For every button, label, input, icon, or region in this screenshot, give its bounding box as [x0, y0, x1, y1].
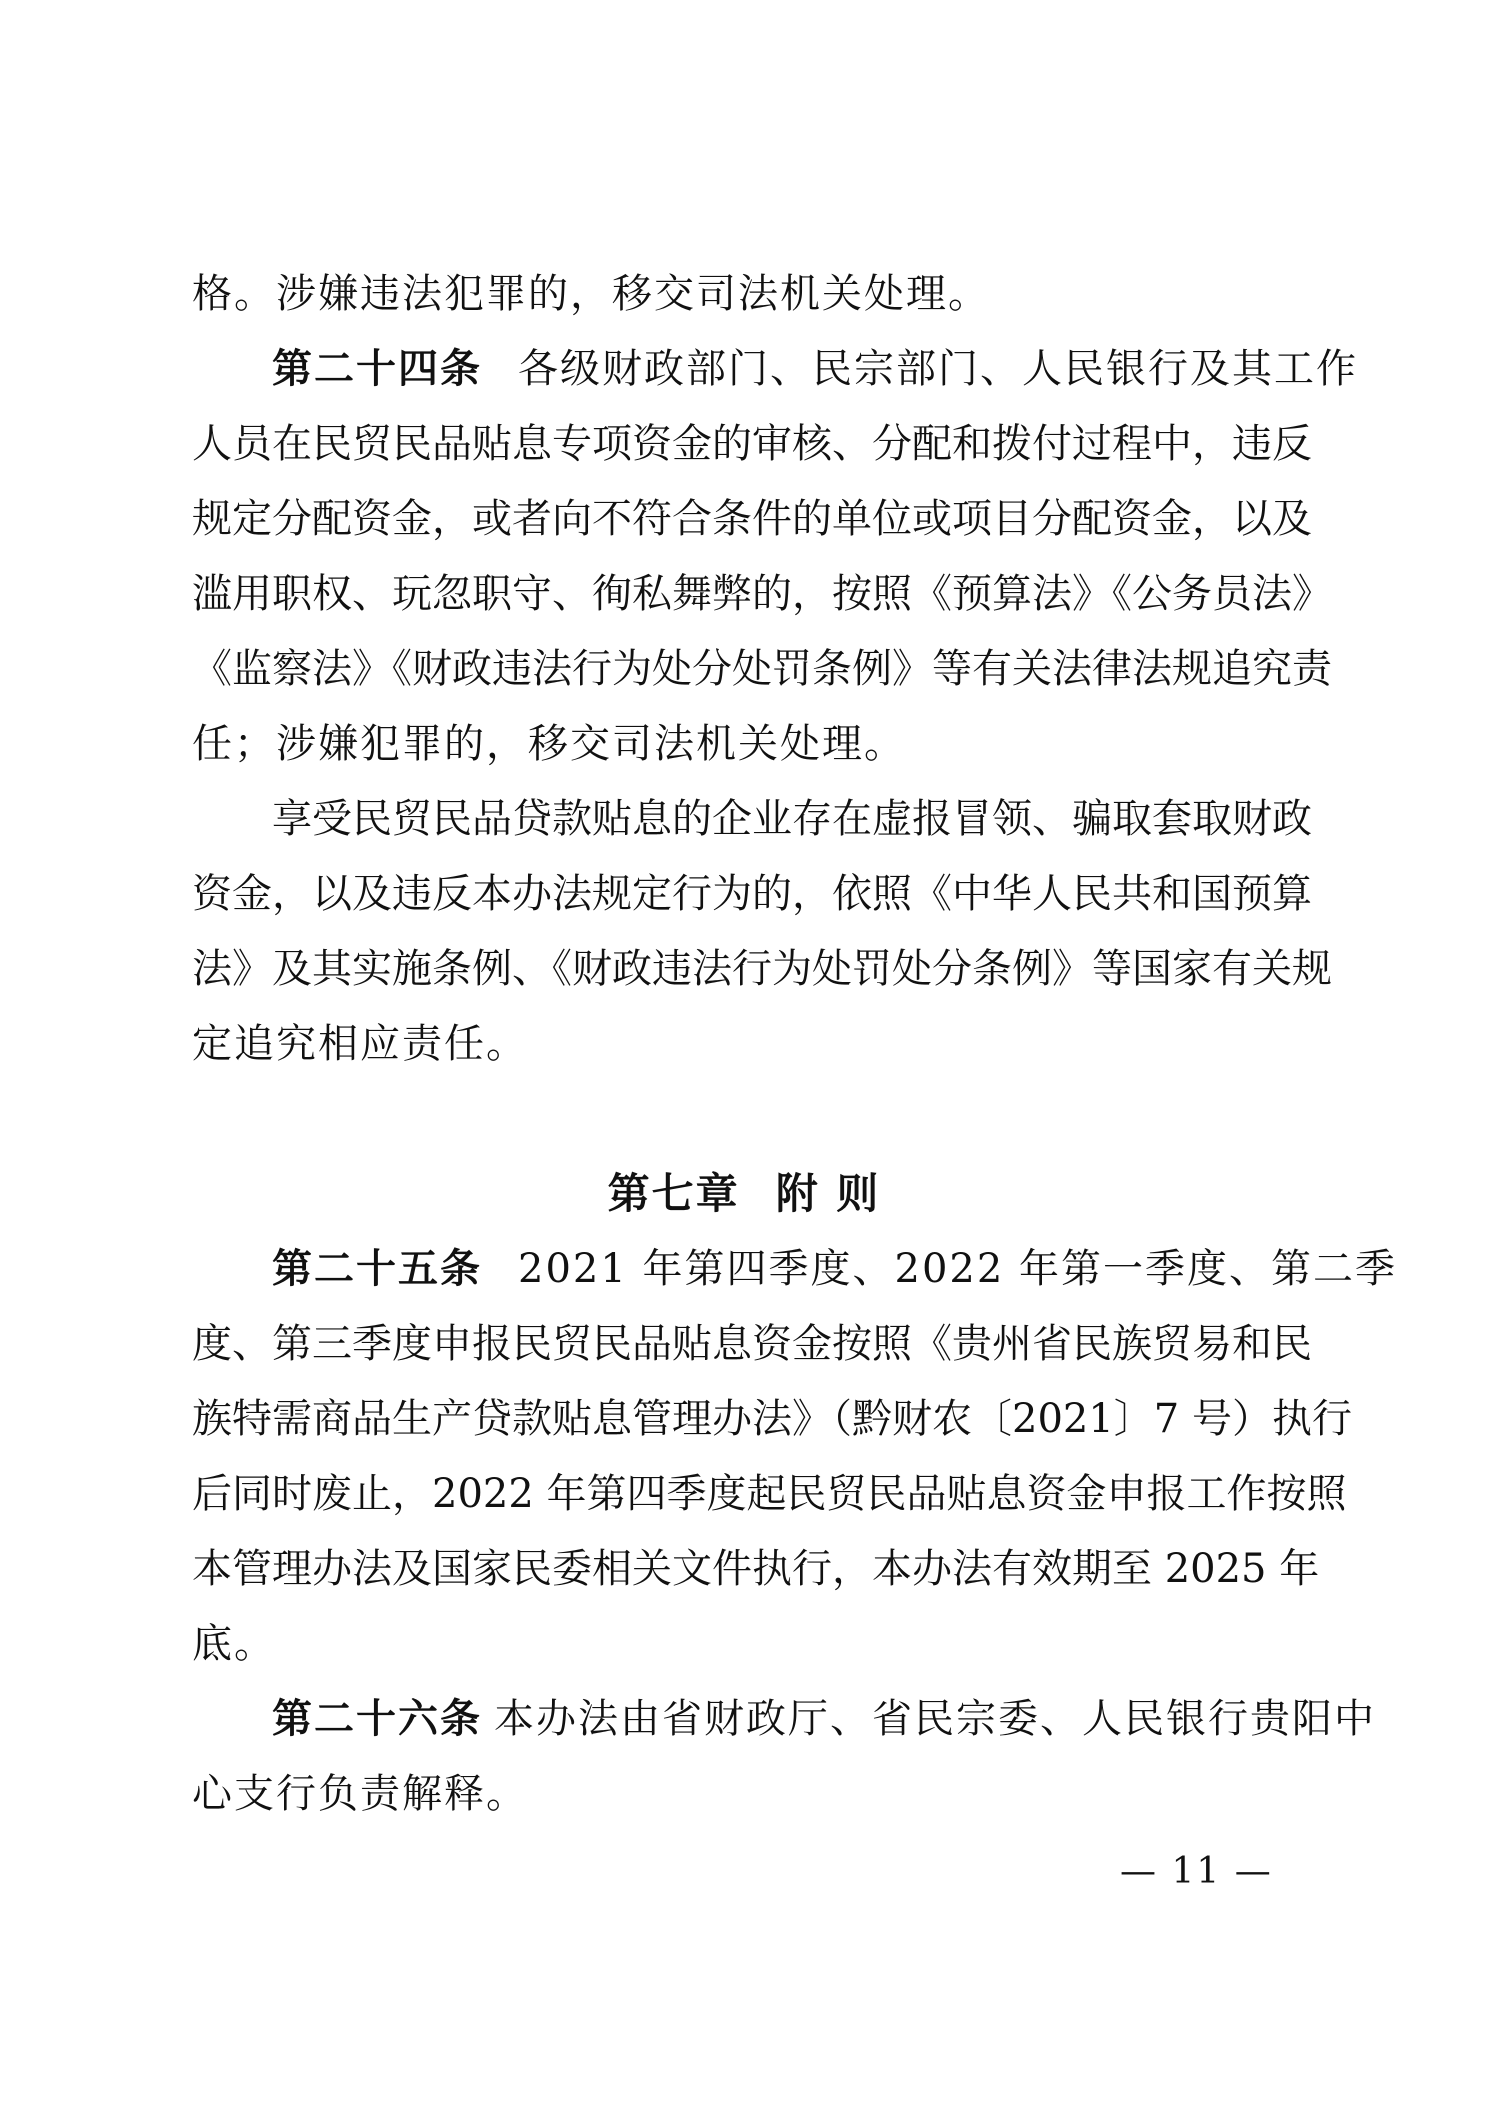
text: 后同时废止，2022 年第四季度起民贸民品贴息资金申报工作按照 [192, 1471, 1347, 1517]
article-25-line-5 [192, 1543, 1320, 1595]
text: 本办法由省财政厅、省民宗委、人民银行贵阳中 [494, 1696, 1376, 1742]
page-number: — 11 — [1120, 1851, 1273, 1892]
text: 滥用职权、玩忽职守、徇私舞弊的，按照《预算法》《公务员法》 [192, 571, 1332, 617]
article-25-line-1 [272, 1243, 1398, 1295]
paragraph-2-line-1 [272, 793, 1312, 845]
text: 享受民贸民品贷款贴息的企业存在虚报冒领、骗取套取财政 [272, 796, 1312, 842]
chapter-number: 第七章 [607, 1169, 740, 1218]
article-25-line-6 [192, 1618, 1300, 1670]
text: 任；涉嫌犯罪的，移交司法机关处理。 [192, 721, 906, 767]
chapter-heading [0, 1168, 1488, 1220]
article-25-line-4 [192, 1468, 1347, 1520]
text: 人员在民贸民品贴息专项资金的审核、分配和拨付过程中，违反 [192, 421, 1312, 467]
text: 规定分配资金，或者向不符合条件的单位或项目分配资金，以及 [192, 496, 1312, 542]
text: 度、第三季度申报民贸民品贴息资金按照《贵州省民族贸易和民 [192, 1321, 1312, 1367]
article-24-line-6 [192, 718, 1300, 770]
article-24-line-3 [192, 493, 1312, 545]
article-26-line-2 [192, 1768, 1300, 1820]
text: 心支行负责解释。 [192, 1771, 528, 1817]
chapter-title: 附 则 [775, 1169, 881, 1218]
paragraph-line [192, 268, 1300, 320]
text: 各级财政部门、民宗部门、人民银行及其工作 [518, 346, 1358, 392]
article-24-line-4 [192, 568, 1332, 620]
text: 格。涉嫌违法犯罪的，移交司法机关处理。 [192, 271, 990, 317]
text: 底。 [192, 1621, 276, 1667]
text: 定追究相应责任。 [192, 1021, 528, 1067]
text: 2021 年第四季度、2022 年第一季度、第二季 [518, 1246, 1398, 1292]
article-25-heading: 第二十五条 [272, 1245, 482, 1292]
paragraph-2-line-2 [192, 868, 1312, 920]
article-25-line-3 [192, 1393, 1352, 1445]
article-25-line-2 [192, 1318, 1312, 1370]
article-24-line-5 [192, 643, 1332, 695]
paragraph-2-line-3 [192, 943, 1332, 995]
paragraph-2-line-4 [192, 1018, 1300, 1070]
text: 《监察法》《财政违法行为处分处罚条例》等有关法律法规追究责 [192, 646, 1332, 692]
text: 族特需商品生产贷款贴息管理办法》（黔财农〔2021〕7 号）执行 [192, 1396, 1352, 1442]
article-26-heading: 第二十六条 [272, 1695, 482, 1742]
article-24-heading: 第二十四条 [272, 345, 482, 392]
text: 法》及其实施条例、《财政违法行为处罚处分条例》等国家有关规 [192, 946, 1332, 992]
text: 资金，以及违反本办法规定行为的，依照《中华人民共和国预算 [192, 871, 1312, 917]
article-24-line-2 [192, 418, 1312, 470]
text: 本管理办法及国家民委相关文件执行，本办法有效期至 2025 年 [192, 1546, 1320, 1592]
article-26-line-1 [272, 1693, 1376, 1745]
article-24-line-1 [272, 343, 1358, 395]
